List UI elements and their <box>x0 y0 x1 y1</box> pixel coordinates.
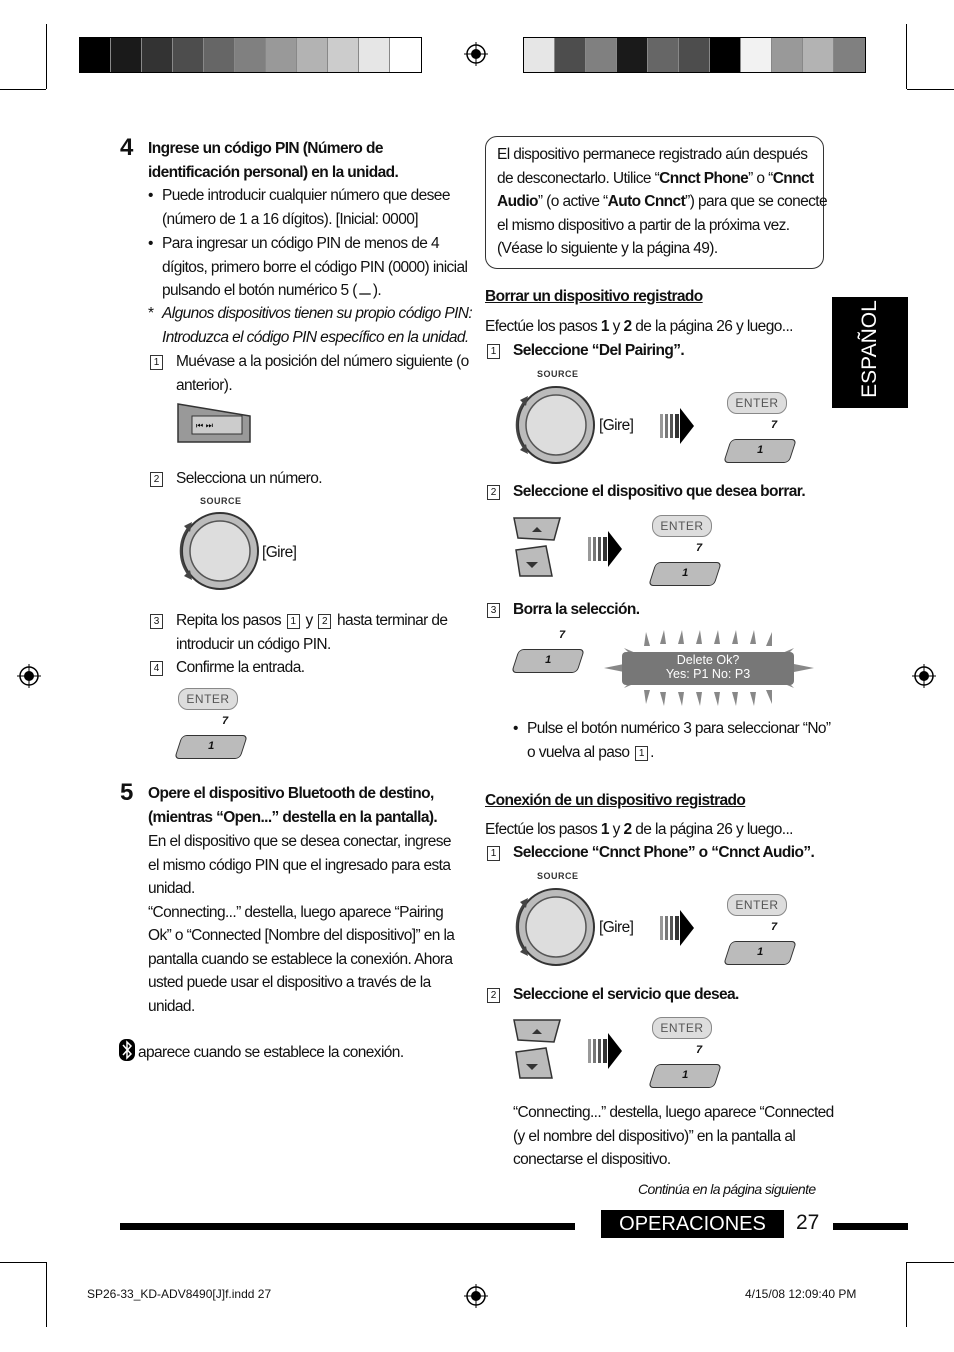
registration-target-icon <box>17 664 41 688</box>
delete-substep-3-text: Borra la selección. <box>513 601 640 618</box>
language-tab-label: ESPAÑOL <box>858 300 881 398</box>
crop-mark <box>46 24 47 89</box>
connect-paragraph: “Connecting...” destella, luego aparece “Connected (y el nombre del dispositivo)” en la pantalla al conectarse el dispositivo. <box>513 1104 834 1168</box>
registration-target-icon <box>464 1284 488 1308</box>
arrow-right-icon <box>588 531 622 567</box>
footer-rule <box>120 1223 575 1230</box>
button-7-label: 7 <box>771 419 778 431</box>
step4-bullet: • <box>148 235 153 252</box>
info-box-text: El dispositivo permanece registrado aún después de desconectarlo. Utilice “Cnnct Phone” o “Cnnct Audio” (o active “Auto Cnnct”) para que se conecte el mismo dispositivo a partir de la próxima vez. (Véase lo siguiente y la página 49). <box>497 146 828 257</box>
connect-substep-2: 2 <box>485 983 502 1007</box>
step4-title: Ingrese un código PIN (Número de identificación personal) en la unidad. <box>148 140 399 181</box>
substep-3-text: Repita los pasos 1 y 2 hasta terminar de introducir un código PIN. <box>176 612 448 653</box>
delete-substep-1: 1 <box>485 339 502 363</box>
step-number: 5 <box>120 779 134 806</box>
button-1: 1 <box>723 941 797 965</box>
registration-target-icon <box>464 42 488 66</box>
step4-note: Algunos dispositivos tienen su propio código PIN: Introduzca el código PIN específico en la unidad. <box>162 305 473 346</box>
button-7-label: 7 <box>696 542 703 554</box>
continue-note: Continúa en la página siguiente <box>638 1181 816 1197</box>
turn-label: [Gire] <box>599 919 634 936</box>
up-down-buttons-icon <box>512 1016 562 1082</box>
crop-mark <box>0 89 46 90</box>
button-1: 1 <box>174 735 248 759</box>
delete-substep-1-text: Seleccione “Del Pairing”. <box>513 342 685 359</box>
footer-rule <box>833 1223 908 1230</box>
substep-3: 3 <box>148 609 165 633</box>
enter-button: ENTER <box>727 392 787 414</box>
arrow-right-icon <box>588 1033 622 1069</box>
file-info: SP26-33_KD-ADV8490[J]f.indd 27 <box>87 1287 272 1301</box>
button-7-label: 7 <box>696 1044 703 1056</box>
up-down-buttons-icon <box>512 514 562 580</box>
substep-1: 1 <box>148 350 165 374</box>
connect-substep-2-text: Seleccione el servicio que desea. <box>513 986 739 1003</box>
turn-label: [Gire] <box>262 544 297 561</box>
substep-1-text: Muévase a la posición del número siguiente (o anterior). <box>176 353 469 394</box>
connect-heading: Conexión de un dispositivo registrado <box>485 792 746 809</box>
crop-mark <box>907 89 954 90</box>
delete-bullet-text: Pulse el botón numérico 3 para seleccionar “No” o vuelva al paso 1 . <box>527 720 831 761</box>
crop-mark <box>906 24 907 89</box>
crop-mark <box>46 1262 47 1327</box>
note-asterisk: * <box>148 305 154 322</box>
button-1: 1 <box>648 1064 722 1088</box>
button-7-label: 7 <box>771 921 778 933</box>
source-label: SOURCE <box>200 496 242 506</box>
step-number: 4 <box>120 134 134 161</box>
registration-target-icon <box>912 664 936 688</box>
skip-buttons-icon <box>176 402 254 444</box>
date-info: 4/15/08 12:09:40 PM <box>745 1287 857 1301</box>
step4-bullet-text: Puede introducir cualquier número que desee (número de 1 a 16 dígitos). [Inicial: 0000] <box>162 187 450 228</box>
enter-button: ENTER <box>727 894 787 916</box>
page-number: 27 <box>796 1211 820 1234</box>
volume-knob-icon <box>510 884 596 970</box>
button-1: 1 <box>648 562 722 586</box>
step4-bullet-text: Para ingresar un código PIN de menos de 4 dígitos, primero borre el código PIN (0000) inicial pulsando el botón numérico 5 ( ). <box>162 235 468 299</box>
crop-mark <box>0 1262 46 1263</box>
step5-title: Opere el dispositivo Bluetooth de destino, (mientras “Open...” destella en la pantalla). <box>148 785 438 826</box>
step5-body: En el dispositivo que se desea conectar, ingrese el mismo código PIN que el ingresado para esta unidad. “Connecting...” destella, luego aparece “Pairing Ok” o “Connected [Nombre del dispositivo]” en la pantalla cuando se establece la conexión. Ahora usted puede usar el dispositivo a través de la unidad. <box>148 833 455 1015</box>
color-bar-right <box>523 37 866 73</box>
step4-bullet: • <box>148 187 153 204</box>
delete-substep-3: 3 <box>485 598 502 622</box>
color-bar-left <box>79 37 422 73</box>
bluetooth-icon <box>119 1039 135 1061</box>
substep-2: 2 <box>148 467 165 491</box>
lcd-display: Delete Ok? Yes: P1 No: P3 <box>665 653 751 681</box>
connect-substep-1-text: Seleccione “Cnnct Phone” o “Cnnct Audio”. <box>513 844 815 861</box>
enter-button: ENTER <box>652 515 712 537</box>
section-label: OPERACIONES <box>601 1210 784 1238</box>
arrow-right-icon <box>660 408 694 444</box>
button-7-label: 7 <box>559 629 566 641</box>
bluetooth-note: aparece cuando se establece la conexión. <box>138 1044 404 1061</box>
volume-knob-icon <box>510 382 596 468</box>
arrow-right-icon <box>660 910 694 946</box>
delete-substep-2-text: Seleccione el dispositivo que desea borrar. <box>513 483 806 500</box>
svg-text:⏮ ⏭: ⏮ ⏭ <box>196 421 213 430</box>
crop-mark <box>907 1262 954 1263</box>
crop-mark <box>906 1262 907 1327</box>
connect-intro: Efectúe los pasos 1 y 2 de la página 26 y luego... <box>485 821 793 838</box>
substep-2-text: Selecciona un número. <box>176 470 322 487</box>
enter-button: ENTER <box>652 1017 712 1039</box>
connect-substep-1: 1 <box>485 841 502 865</box>
button-7-label: 7 <box>222 715 229 727</box>
button-1: 1 <box>511 649 585 673</box>
source-label: SOURCE <box>537 369 579 379</box>
enter-button: ENTER <box>178 688 238 710</box>
delete-substep-2: 2 <box>485 480 502 504</box>
button-1: 1 <box>723 439 797 463</box>
volume-knob-icon <box>174 508 260 594</box>
turn-label: [Gire] <box>599 417 634 434</box>
delete-intro: Efectúe los pasos 1 y 2 de la página 26 y luego... <box>485 318 793 335</box>
delete-bullet: • <box>513 720 518 737</box>
source-label: SOURCE <box>537 871 579 881</box>
substep-4: 4 <box>148 656 165 680</box>
substep-4-text: Confirme la entrada. <box>176 659 305 676</box>
clear-button-icon <box>359 293 371 295</box>
delete-heading: Borrar un dispositivo registrado <box>485 288 703 305</box>
language-tab <box>832 297 908 408</box>
